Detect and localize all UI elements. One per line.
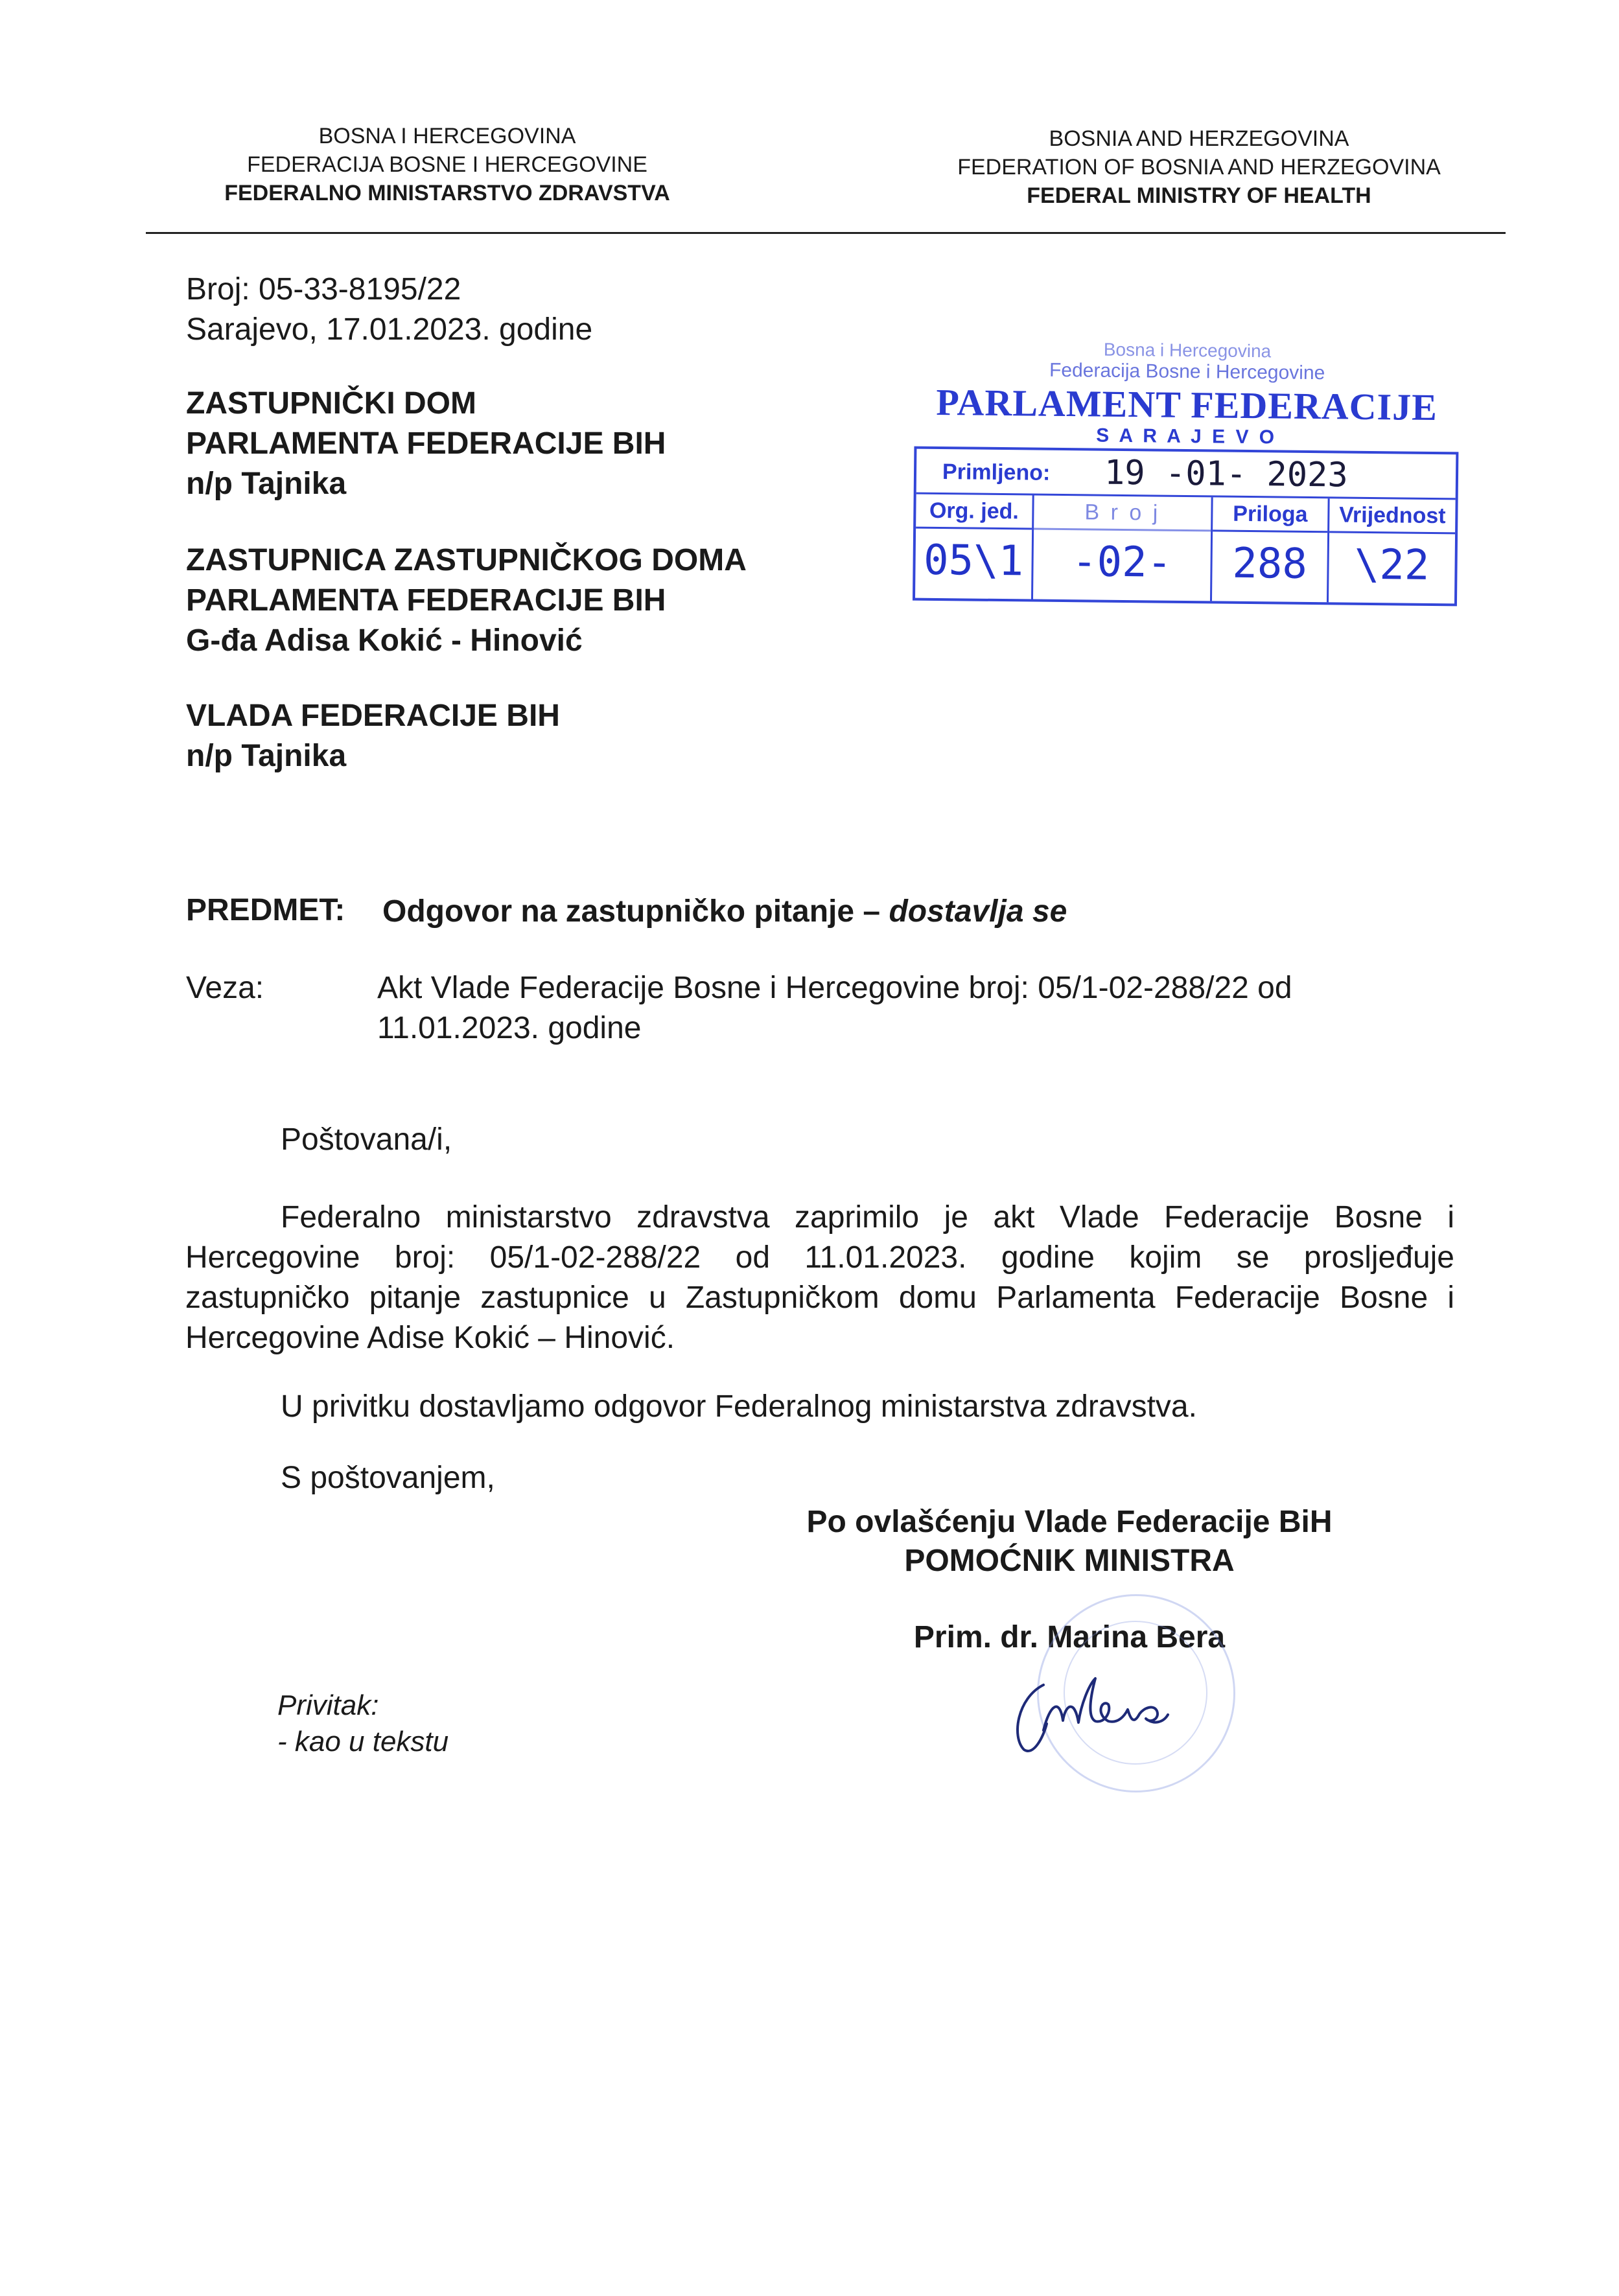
paragraph-line: Federalno ministarstvo zdravstva zaprimilo je akt Vlade Federacije Bosne i: [281, 1200, 1454, 1235]
recipient-line: PARLAMENTA FEDERACIJE BIH: [186, 583, 666, 618]
header-left: [181, 122, 713, 207]
stamp-received-date: 19 -01- 2023: [1104, 453, 1349, 495]
body-paragraph-1: [185, 1198, 1454, 1358]
recipient-1: [186, 384, 666, 504]
stamp-org-value: 05\1: [923, 536, 1024, 586]
stamp-col-priloga: [1212, 497, 1330, 602]
received-stamp: [900, 337, 1473, 615]
reference-place-date: Sarajevo, 17.01.2023. godine: [186, 312, 593, 347]
stamp-col-vrijednost: [1329, 498, 1456, 603]
signature-authority: Po ovlašćenju Vlade Federacije BiH: [806, 1505, 1333, 1539]
stamp-col-priloga-label: Priloga: [1213, 497, 1328, 533]
reference-number: Broj: 05-33-8195/22: [186, 272, 461, 307]
stamp-received-label: Primljeno:: [942, 459, 1051, 485]
stamp-col-broj: [1033, 496, 1213, 601]
recipient-line: n/p Tajnika: [186, 739, 347, 773]
veza-label: Veza:: [186, 971, 264, 1005]
subject-text: [382, 892, 1067, 932]
recipient-2: [186, 540, 747, 661]
header-left-ministry: FEDERALNO MINISTARSTVO ZDRAVSTVA: [224, 181, 670, 205]
greeting: Poštovana/i,: [281, 1122, 452, 1157]
recipient-3: [186, 696, 560, 776]
header-right-country: BOSNIA AND HERZEGOVINA: [1049, 126, 1349, 151]
closing: S poštovanjem,: [281, 1461, 495, 1495]
veza-line: Akt Vlade Federacije Bosne i Hercegovine broj: 05/1-02-288/22 od: [377, 971, 1292, 1005]
attachment-block: [277, 1687, 448, 1760]
stamp-col-broj-label: B r o j: [1034, 496, 1211, 532]
stamp-country: Bosna i Hercegovina: [1103, 339, 1272, 362]
header-left-federation: FEDERACIJA BOSNE I HERCEGOVINE: [247, 152, 647, 177]
recipient-line: n/p Tajnika: [186, 467, 347, 501]
stamp-city: S A R A J E V O: [1096, 424, 1277, 448]
stamp-col-vrijednost-label: Vrijednost: [1329, 498, 1456, 534]
veza-text: [377, 968, 1292, 1049]
stamp-federation: Federacija Bosne i Hercegovine: [1049, 359, 1325, 384]
signature-title: POMOĆNIK MINISTRA: [904, 1544, 1235, 1578]
header-right: [920, 124, 1478, 210]
stamp-received-row: [916, 449, 1456, 500]
signature-name: Prim. dr. Marina Bera: [913, 1620, 1226, 1654]
stamp-priloga-value: 288: [1231, 539, 1308, 588]
attachment-item: - kao u tekstu: [277, 1726, 449, 1757]
paragraph-line: Hercegovine broj: 05/1-02-288/22 od 11.01.2023. godine kojim se prosljeđuje: [185, 1240, 1454, 1275]
header-divider: [146, 232, 1506, 234]
stamp-col-org-label: Org. jed.: [916, 494, 1032, 530]
paragraph-line: Hercegovine Adise Kokić – Hinović.: [185, 1321, 675, 1355]
stamp-col-org: [915, 494, 1034, 599]
header-left-country: BOSNA I HERCEGOVINA: [318, 124, 576, 148]
body-paragraph-2: U privitku dostavljamo odgovor Federalnog ministarstva zdravstva.: [281, 1389, 1197, 1424]
handwritten-signature: [998, 1659, 1244, 1769]
recipient-line: PARLAMENTA FEDERACIJE BIH: [186, 426, 666, 461]
recipient-line: VLADA FEDERACIJE BIH: [186, 699, 560, 733]
stamp-parliament: PARLAMENT FEDERACIJE: [936, 380, 1438, 429]
subject-italic: dostavlja se: [889, 894, 1067, 929]
subject-label: PREDMET:: [186, 893, 345, 927]
stamp-broj-value: -02-: [1071, 538, 1172, 587]
stamp-vrijednost-value: \22: [1354, 540, 1430, 590]
reference-block: [186, 270, 592, 350]
stamp-table: [913, 446, 1458, 607]
header-right-federation: FEDERATION OF BOSNIA AND HERZEGOVINA: [957, 155, 1441, 180]
paragraph-line: zastupničko pitanje zastupnice u Zastupničkom domu Parlamenta Federacije Bosne i: [185, 1281, 1454, 1315]
recipient-line: ZASTUPNICA ZASTUPNIČKOG DOMA: [186, 543, 747, 577]
recipient-line: G-đa Adisa Kokić - Hinović: [186, 623, 583, 658]
veza-line: 11.01.2023. godine: [377, 1011, 642, 1045]
header-right-ministry: FEDERAL MINISTRY OF HEALTH: [1027, 183, 1371, 208]
recipient-line: ZASTUPNIČKI DOM: [186, 386, 476, 421]
subject-main: Odgovor na zastupničko pitanje –: [382, 894, 889, 929]
attachment-label: Privitak:: [277, 1689, 379, 1721]
